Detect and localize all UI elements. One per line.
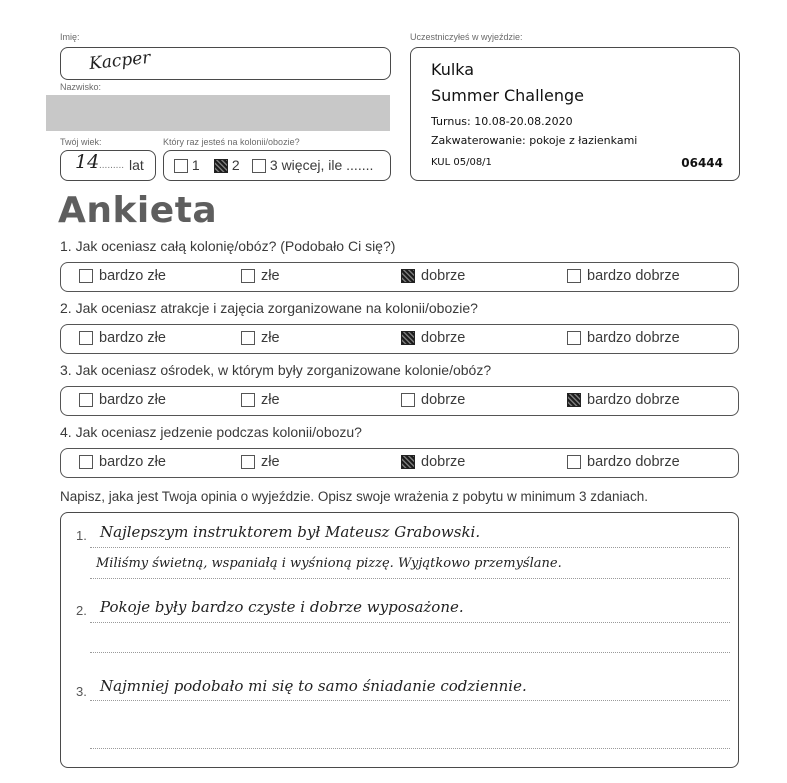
q4-option-bardzo-zle[interactable]: bardzo złe xyxy=(79,454,166,470)
checkbox[interactable] xyxy=(174,159,188,173)
question-3: 3. Jak oceniasz ośrodek, w którym były zorganizowane kolonie/obóz? xyxy=(60,362,492,378)
q1-option-dobrze[interactable]: dobrze xyxy=(401,268,465,284)
age-dots: ......... xyxy=(99,160,125,171)
checkbox-checked[interactable] xyxy=(567,393,581,407)
checkbox[interactable] xyxy=(79,393,93,407)
surname-label: Nazwisko: xyxy=(60,82,102,92)
age-value: 14 xyxy=(75,151,100,173)
writing-line xyxy=(90,547,730,548)
trip-title-1: Kulka xyxy=(431,60,475,79)
name-label: Imię: xyxy=(60,32,80,42)
answer-3-line-1: Najmniej podobało mi się to samo śniadanie codziennie. xyxy=(100,677,527,695)
writing-line xyxy=(90,622,730,623)
q2-option-bardzo-zle[interactable]: bardzo złe xyxy=(79,330,166,346)
checkbox[interactable] xyxy=(241,269,255,283)
surname-redaction xyxy=(46,95,390,131)
q3-option-bardzo-dobrze[interactable]: bardzo dobrze xyxy=(567,392,680,408)
trip-title-2: Summer Challenge xyxy=(431,86,584,105)
checkbox[interactable] xyxy=(567,269,581,283)
answer-1-line-2: Miliśmy świetną, wspaniałą i wyśnioną pizzę. Wyjątkowo przemyślane. xyxy=(96,556,562,571)
checkbox[interactable] xyxy=(241,393,255,407)
trip-box xyxy=(410,47,740,181)
q1-option-bardzo-dobrze[interactable]: bardzo dobrze xyxy=(567,268,680,284)
times-label: Który raz jesteś na kolonii/obozie? xyxy=(163,137,300,147)
checkbox-checked[interactable] xyxy=(401,269,415,283)
times-option-2[interactable]: 2 xyxy=(214,157,240,173)
name-field[interactable] xyxy=(60,47,391,80)
survey-title: Ankieta xyxy=(58,190,218,231)
q2-option-bardzo-dobrze[interactable]: bardzo dobrze xyxy=(567,330,680,346)
q4-option-bardzo-dobrze[interactable]: bardzo dobrze xyxy=(567,454,680,470)
question-3-options xyxy=(60,386,739,416)
q4-option-dobrze[interactable]: dobrze xyxy=(401,454,465,470)
age-field[interactable] xyxy=(60,150,156,181)
name-value: Kacper xyxy=(88,47,152,75)
writing-line xyxy=(90,700,730,701)
checkbox[interactable] xyxy=(567,455,581,469)
answer-3-number: 3. xyxy=(76,684,87,699)
q3-option-zle[interactable]: złe xyxy=(241,392,280,408)
checkbox[interactable] xyxy=(252,159,266,173)
writing-line xyxy=(90,652,730,653)
question-4-options xyxy=(60,448,739,478)
trip-turnus: Turnus: 10.08-20.08.2020 xyxy=(431,115,573,128)
checkbox-checked[interactable] xyxy=(401,331,415,345)
checkbox[interactable] xyxy=(241,455,255,469)
question-1: 1. Jak oceniasz całą kolonię/obóz? (Podobało Ci się?) xyxy=(60,238,396,254)
q1-option-zle[interactable]: złe xyxy=(241,268,280,284)
checkbox[interactable] xyxy=(79,269,93,283)
checkbox-checked[interactable] xyxy=(401,455,415,469)
times-option-1[interactable]: 1 xyxy=(174,157,200,173)
checkbox[interactable] xyxy=(241,331,255,345)
writing-line xyxy=(90,578,730,579)
writing-line xyxy=(90,748,730,749)
answer-1-number: 1. xyxy=(76,528,87,543)
answer-2-line-1: Pokoje były bardzo czyste i dobrze wyposażone. xyxy=(100,598,464,616)
trip-label: Uczestniczyłeś w wyjeździe: xyxy=(410,32,523,42)
checkbox[interactable] xyxy=(79,331,93,345)
answer-2-number: 2. xyxy=(76,603,87,618)
times-field xyxy=(163,150,391,181)
checkbox-checked[interactable] xyxy=(214,159,228,173)
question-4: 4. Jak oceniasz jedzenie podczas kolonii/obozu? xyxy=(60,424,362,440)
trip-number: 06444 xyxy=(681,156,723,170)
opinion-prompt: Napisz, jaka jest Twoja opinia o wyjeździe. Opisz swoje wrażenia z pobytu w minimum 3 zdaniach. xyxy=(60,489,649,504)
trip-code: KUL 05/08/1 xyxy=(431,157,492,168)
answer-1-line-1: Najlepszym instruktorem był Mateusz Grabowski. xyxy=(100,523,481,541)
times-option-3[interactable]: 3 więcej, ile ....... xyxy=(252,157,373,173)
q1-option-bardzo-zle[interactable]: bardzo złe xyxy=(79,268,166,284)
opinion-box[interactable] xyxy=(60,512,739,768)
age-unit: lat xyxy=(129,157,144,173)
checkbox[interactable] xyxy=(567,331,581,345)
question-1-options xyxy=(60,262,739,292)
question-2-options xyxy=(60,324,739,354)
q3-option-bardzo-zle[interactable]: bardzo złe xyxy=(79,392,166,408)
trip-lodging: Zakwaterowanie: pokoje z łazienkami xyxy=(431,134,638,147)
q2-option-zle[interactable]: złe xyxy=(241,330,280,346)
checkbox[interactable] xyxy=(79,455,93,469)
age-label: Twój wiek: xyxy=(60,137,102,147)
q4-option-zle[interactable]: złe xyxy=(241,454,280,470)
q2-option-dobrze[interactable]: dobrze xyxy=(401,330,465,346)
q3-option-dobrze[interactable]: dobrze xyxy=(401,392,465,408)
checkbox[interactable] xyxy=(401,393,415,407)
question-2: 2. Jak oceniasz atrakcje i zajęcia zorganizowane na kolonii/obozie? xyxy=(60,300,478,316)
